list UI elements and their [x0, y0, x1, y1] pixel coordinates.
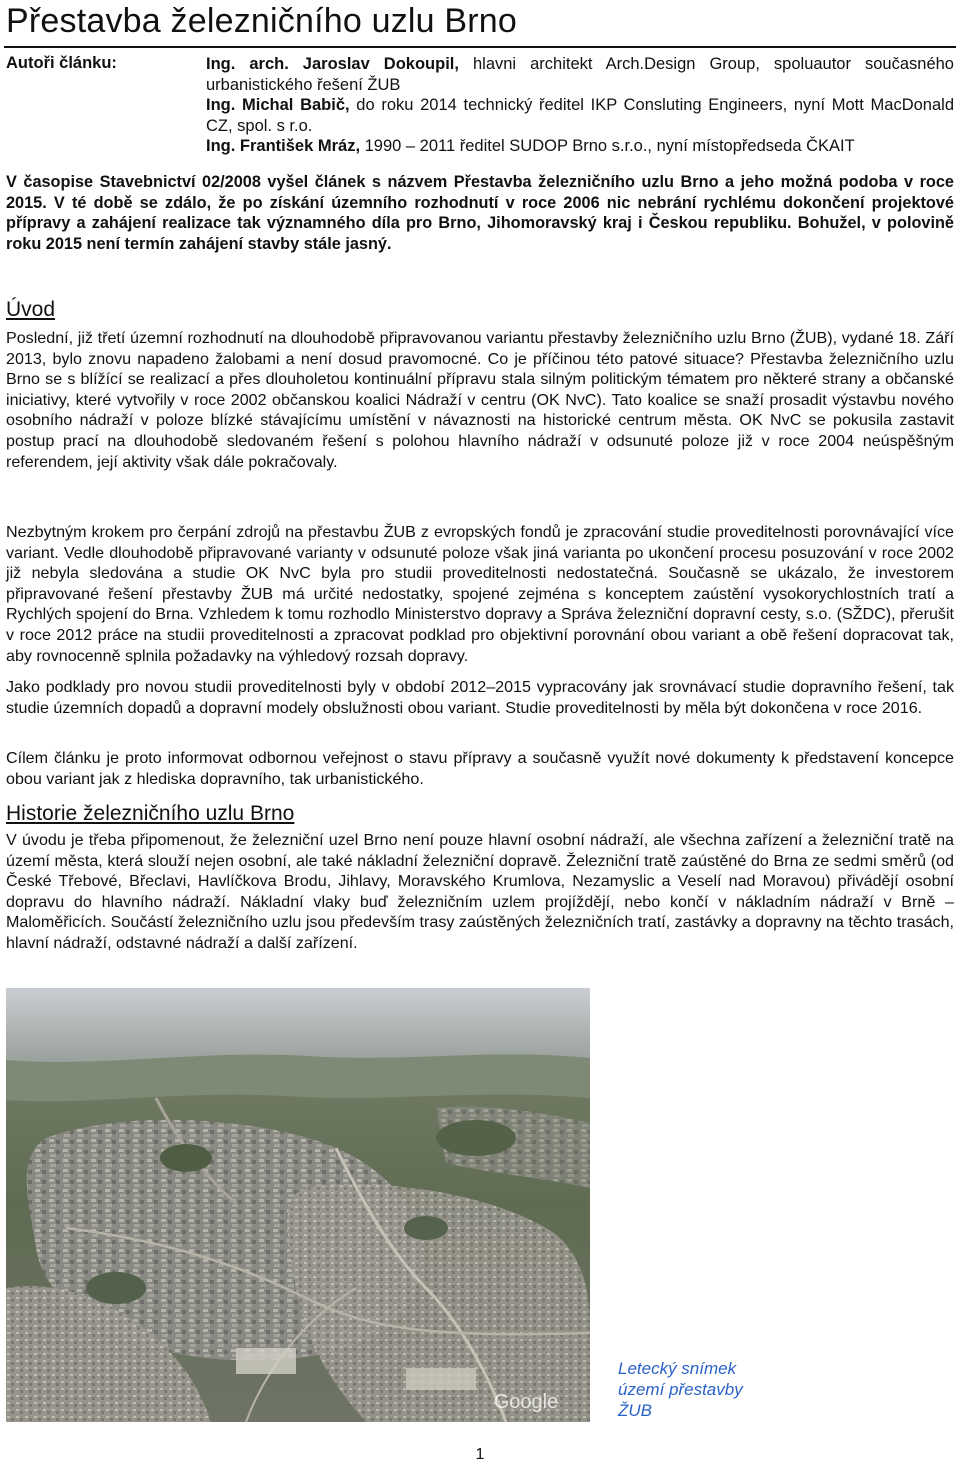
section-heading-uvod: Úvod [6, 298, 56, 321]
author-name: Ing. František Mráz, [206, 137, 361, 155]
authors-block [206, 54, 954, 157]
aerial-photo [6, 988, 590, 1422]
paragraph: Jako podklady pro novou studii proveditelnosti byly v období 2012–2015 vypracovány jak srovnávací studie dopravního řešení, tak studie územních dopadů a dopravní modely obslužnosti obou variant. Studie proveditelnosti by měla být dokončena v roce 2016. [6, 678, 954, 717]
author-role: hlavni architekt Arch.Design Group, spoluautor současného urbanistického řešení ŽUB [206, 55, 954, 94]
google-watermark: Google [493, 1391, 559, 1413]
lead-paragraph: V časopise Stavebnictví 02/2008 vyšel článek s názvem Přestavba železničního uzlu Brno a jeho možná podoba v roce 2015. V té době se zdálo, že po získání územního rozhodnutí v roce 2006 nic nebrání rychlému dokončení projektové přípravy a zahájení realizace tak významného díla pro Brno, Jihomoravský kraj i Českou republiku. Bohužel, v polovině roku 2015 není termín zahájení stavby stále jasný. [6, 173, 954, 253]
author-entry [206, 54, 954, 95]
paragraph: Nezbytným krokem pro čerpání zdrojů na přestavbu ŽUB z evropských fondů je zpracování studie proveditelnosti porovnávající více variant. Vedle dlouhodobě připravované varianty v odsunuté poloze však jiná varianta po ukončení procesu posuzování v roce 2002 již nebyla sledována a studie OK NvC byla pro studii proveditelnosti nedostatečná. Současně se ukázalo, že investorem připravované řešení přestavby ŽUB má určité nedostatky, spojené zejména s konceptem zaústění vysokorychlostních tratí a Rychlých spojení do Brna. Vzhledem k tomu rozhodlo Ministerstvo dopravy a Správa železniční dopravní cesty, s.o. (SŽDC), přerušit v roce 2012 práce na studii proveditelnosti a zpracovat podklad pro objektivní porovnání obou variant a obě řešení dopracovat tak, aby rovnocenně splnila požadavky na výhledový rozsah dopravy. [6, 523, 954, 665]
author-name: Ing. arch. Jaroslav Dokoupil, [206, 55, 459, 73]
article-title: Přestavba železničního uzlu Brno [6, 2, 518, 40]
section-heading-historie: Historie železničního uzlu Brno [6, 802, 295, 825]
paragraph: Cílem článku je proto informovat odbornou veřejnost o stavu přípravy a současně využít nové dokumenty k představení koncepce obou variant jak z hlediska dopravního, tak urbanistického. [6, 749, 954, 788]
figure-caption: Letecký snímek území přestavby ŽUB [618, 1359, 743, 1420]
authors-label: Autoři článku: [6, 54, 117, 72]
aerial-photo-graphic [6, 988, 590, 1422]
title-rule [4, 46, 956, 48]
author-role: 1990 – 2011 ředitel SUDOP Brno s.r.o., nyní místopředseda ČKAIT [360, 137, 855, 155]
author-entry [206, 136, 954, 157]
author-name: Ing. Michal Babič, [206, 96, 350, 114]
paragraph: V úvodu je třeba připomenout, že železniční uzel Brno není pouze hlavní osobní nádraží, ale všechna zařízení a železniční tratě na území města, která slouží nejen osobní, ale také nákladní železniční dopravě. Železniční tratě zaústěné do Brna ze sedmi směrů (od České Třebové, Břeclavi, Havlíčkova Brodu, Jihlavy, Moravského Krumlova, Nezamyslic a Veselí nad Moravou) přivádějí osobní dopravu do hlavního nádraží. Nákladní vlaky buď železničním uzlem projíždějí, nebo končí v nákladním nádraží v Brně – Maloměřicích. Součástí železničního uzlu jsou především trasy zaústěných železničních tratí, zastávky a dopravny na těchto trasách, hlavní nádraží, odstavné nádraží a další zařízení. [6, 831, 954, 952]
author-role: do roku 2014 technický ředitel IKP Consluting Engineers, nyní Mott MacDonald CZ, spol. s r.o. [206, 96, 955, 135]
paragraph: Poslední, již třetí územní rozhodnutí na dlouhodobě připravovanou variantu přestavby železničního uzlu Brno (ŽUB), vydané 18. Září 2013, bylo znovu napadeno žalobami a není dosud pravomocné. Co je příčinou této patové situace? Přestavba železničního uzlu Brno se s blížící se realizací a přes dlouholetou kontinuální přípravu stala silným politickým tématem pro některé strany a občanské iniciativy, které vytvořily v roce 2002 občanskou koalici Nádraží v centru (OK NvC). Tato koalice se snaží prosadit výstavbu nového osobního nádraží v poloze blízké stávajícímu umístění v návaznosti na historické centrum města. OK NvC se pokusila zastavit postup prací na dlouhodobě sledovaném řešení s polohou hlavního nádraží v odsunuté poloze již v roce 2004 neúspěšným referendem, její aktivity však dále pokračovaly. [6, 329, 954, 471]
author-entry [206, 95, 954, 136]
page-number: 1 [475, 1446, 485, 1463]
